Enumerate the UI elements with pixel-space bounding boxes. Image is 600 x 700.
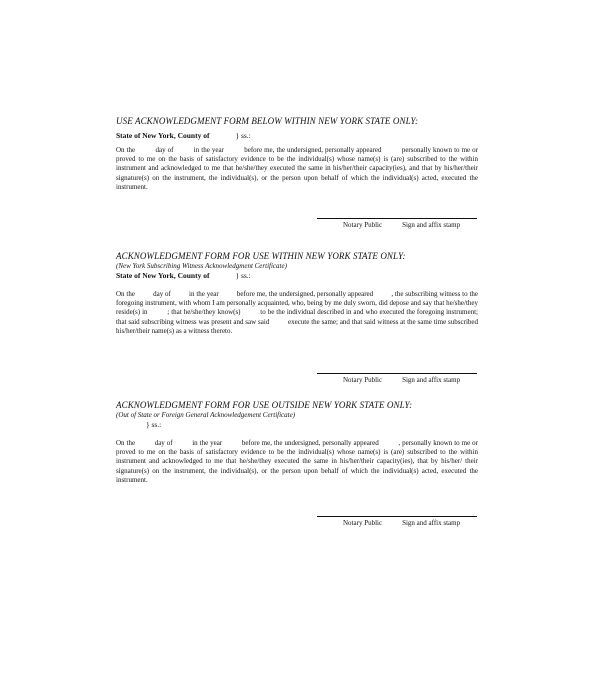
venue-ss: } ss.: [235,271,251,280]
venue-ss: } ss.: [235,131,251,140]
acknowledgment-section-ny-witness [116,251,478,336]
notary-public-label: Notary Public [343,519,383,527]
venue-line [116,271,478,281]
venue-label: State of New York, County of [116,131,210,140]
signature-line [317,516,477,517]
signature-block [317,373,479,385]
signature-line [317,373,477,374]
section-subheading: (New York Subscribing Witness Acknowledgment Certificate) [116,262,287,270]
section-heading: USE ACKNOWLEDGMENT FORM BELOW WITHIN NEW YORK STATE ONLY: [116,116,419,126]
notary-public-label: Notary Public [343,376,383,384]
section-subheading: (Out of State or Foreign General Acknowledgement Certificate) [116,411,296,419]
stamp-label: Sign and affix stamp [402,221,461,229]
stamp-label: Sign and affix stamp [402,519,461,527]
acknowledgment-body: On the day of in the year before me, the undersigned, personally appeared , the subscribing witness to the foregoing instrument, with whom I am personally acquainted, who, being by me duly sworn, did depose and say that he/she/they reside(s) in ; that he/she/they know(s) to be the individual described in and who executed the foregoing instrument; that said subscribing witness was present and saw said execute the same; and that said witness at the same time subscribed his/her/their name(s) as a witness thereto. [116,290,480,335]
venue-label: State of New York, County of [116,271,210,280]
section-heading: ACKNOWLEDGMENT FORM FOR USE WITHIN NEW YORK STATE ONLY: [116,251,406,261]
venue-line [116,131,478,141]
signature-block [317,516,479,528]
stamp-label: Sign and affix stamp [402,376,461,384]
signature-line [317,218,477,219]
acknowledgment-section-outside-ny [116,400,478,485]
acknowledgment-body: On the day of in the year before me, the undersigned, personally appeared , personally known to me or proved to me on the basis of satisfactory evidence to be the individual(s) whose name(s) is (are) subscribed to the within instrument and acknowledged to me that he/she/they executed the same in his/her/their capacity(ies), that by his/her/ their signature(s) on the instrument, the individual(s), or the person upon behalf of which the individual(s) acted, executed the instrument. [116,439,480,484]
venue-ss: } ss.: [146,420,162,429]
acknowledgment-body: On the day of in the year before me, the undersigned, personally appeared personally known to me or proved to me on the basis of satisfactory evidence to be the individual(s) whose name(s) is (are) subscribed to the within instrument and acknowledged to me that he/she/they executed the same in his/her/their capacity(ies), and that by his/her/their signature(s) on the instrument, the individual(s), or the person upon behalf of which the individual(s) acted, executed the instrument. [116,146,480,191]
section-heading: ACKNOWLEDGMENT FORM FOR USE OUTSIDE NEW YORK STATE ONLY: [116,400,413,410]
signature-block [317,218,479,230]
venue-line [116,420,478,430]
acknowledgment-section-ny [116,116,478,192]
notary-public-label: Notary Public [343,221,383,229]
